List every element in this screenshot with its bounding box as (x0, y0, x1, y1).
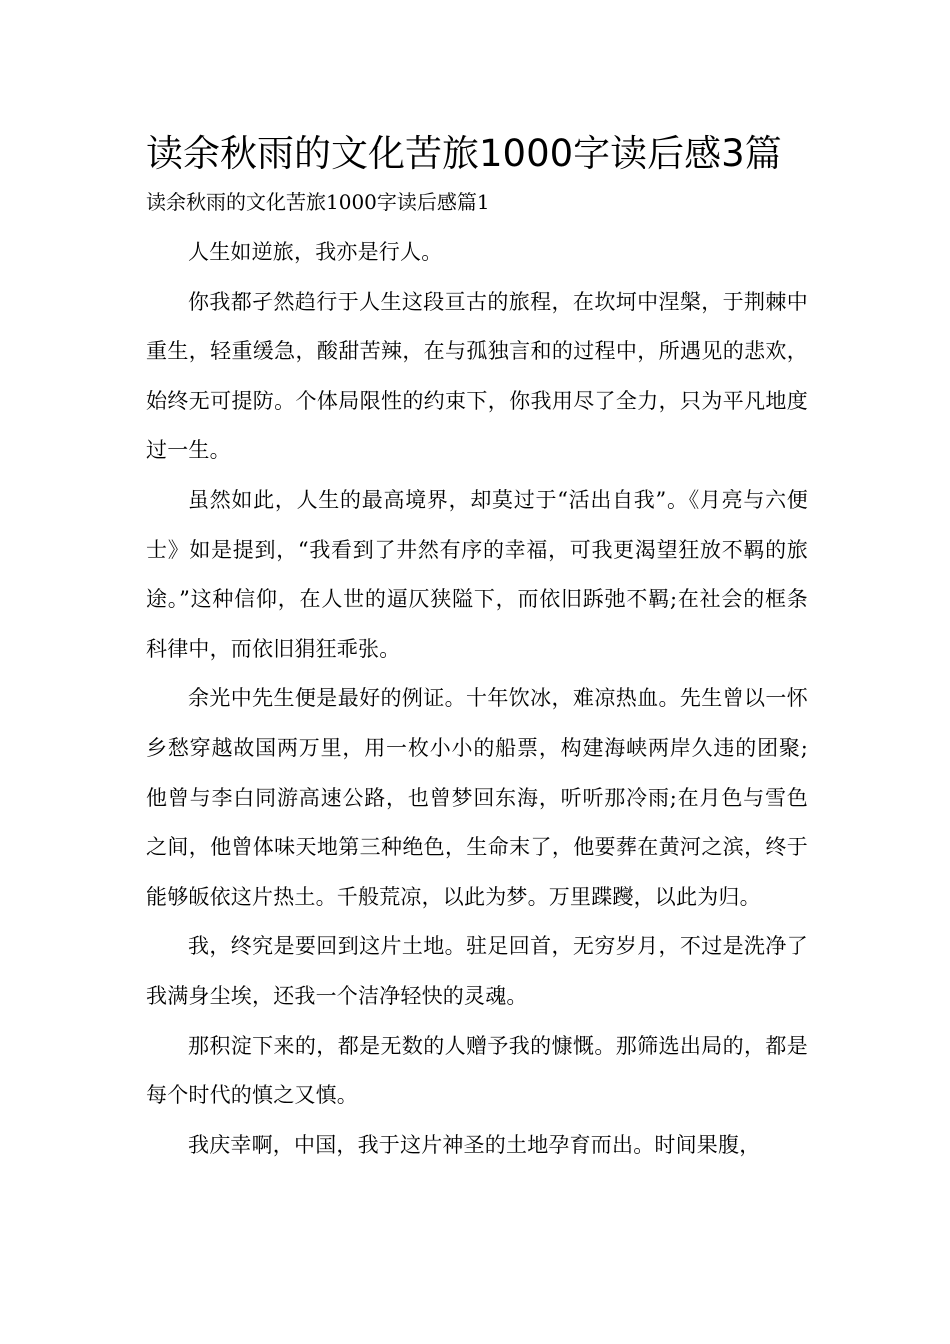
paragraph: 我庆幸啊，中国，我于这片神圣的土地孕育而出。时间果腹， (188, 1132, 761, 1157)
paragraph: 那积淀下来的，都是无数的人赠予我的慷慨。那筛选出局的，都是每个时代的慎之又慎。 (146, 1033, 808, 1108)
document-title: 读余秋雨的文化苦旅1000字读后感3篇 (146, 132, 782, 175)
paragraph: 我，终究是要回到这片土地。驻足回首，无穷岁月，不过是洗净了我满身尘埃，还我一个洁净轻快的灵魂。 (146, 934, 808, 1008)
paragraph: 你我都孑然趋行于人生这段亘古的旅程，在坎坷中涅槃，于荆棘中重生，轻重缓急，酸甜苦辣，在与孤独言和的过程中，所遇见的悲欢，始终无可提防。个体局限性的约束下，你我用尽了全力，只为平凡地度过一生。 (146, 289, 808, 463)
paragraph: 人生如逆旅，我亦是行人。 (188, 240, 443, 264)
document-body (146, 228, 808, 1170)
paragraph: 余光中先生便是最好的例证。十年饮冰，难凉热血。先生曾以一怀乡愁穿越故国两万里，用一枚小小的船票，构建海峡两岸久违的团聚;他曾与李白同游高速公路，也曾梦回东海，听听那冷雨;在月色与雪色之间，他曾体味天地第三种绝色，生命末了，他要葬在黄河之滨，终于能够皈依这片热土。千般荒凉，以此为梦。万里蹀躞，以此为归。 (146, 686, 808, 909)
paragraph: 虽然如此，人生的最高境界，却莫过于“活出自我”。《月亮与六便士》如是提到，“我看到了井然有序的幸福，可我更渴望狂放不羁的旅途。”这种信仰，在人世的逼仄狭隘下，而依旧跅弛不羁;在社会的框条科律中，而依旧狷狂乖张。 (146, 487, 808, 661)
section-heading: 读余秋雨的文化苦旅1000字读后感篇1 (146, 190, 490, 214)
